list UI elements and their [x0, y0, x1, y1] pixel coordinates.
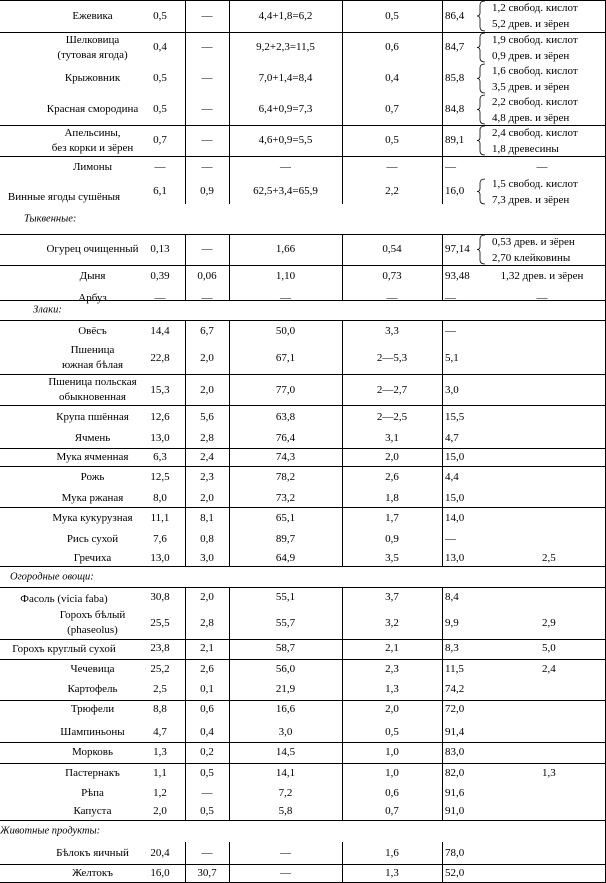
- carbs-value: 4,4+1,8=6,2: [258, 9, 313, 22]
- table-row: [0, 63, 606, 94]
- table-row: [0, 342, 606, 374]
- salts-value: 2,1: [385, 641, 399, 654]
- fat-value: —: [201, 41, 213, 53]
- brace-icon: [476, 125, 486, 156]
- carbs-value: 4,6+0,9=5,5: [258, 134, 313, 146]
- brace-icon: [476, 94, 486, 125]
- food-name-line: Морковь: [71, 746, 113, 758]
- carbs-value: 73,2: [275, 491, 296, 504]
- protein-value: —: [154, 291, 166, 304]
- protein-value: 8,0: [153, 491, 167, 504]
- note-line: 1,5 свобод. кислот: [492, 177, 578, 190]
- water-value: 13,0: [445, 551, 465, 564]
- table-row: [0, 700, 606, 718]
- salts-value: 2,0: [385, 450, 399, 463]
- water-value: 5,1: [445, 351, 459, 364]
- salts-value: 0,5: [385, 9, 399, 22]
- table-row: [0, 32, 606, 63]
- other-value: 1,32 древ. и зёрен: [500, 270, 584, 282]
- section-vegetables: [0, 567, 606, 587]
- food-name-line: Рѣпа: [81, 786, 104, 799]
- table-row: [0, 448, 606, 466]
- section-animal: [0, 820, 606, 842]
- water-value: 86,4: [445, 9, 465, 22]
- food-name-line: (phaseolus): [67, 624, 118, 636]
- carbs-value: 6,4+0,9=7,3: [258, 103, 313, 115]
- protein-value: 23,8: [150, 641, 170, 654]
- salts-value: —: [386, 291, 398, 304]
- salts-value: 3,7: [385, 590, 399, 603]
- note-line: 7,3 древ. и зёрен: [492, 193, 570, 206]
- water-value: 74,2: [445, 682, 465, 695]
- table-row: [0, 587, 606, 607]
- salts-value: 2—2,5: [376, 410, 408, 423]
- salts-value: —: [386, 160, 398, 173]
- water-value: —: [445, 324, 456, 337]
- protein-value: 16,0: [150, 867, 170, 879]
- fat-value: 2,0: [200, 351, 214, 364]
- carbs-value: 67,1: [275, 351, 296, 364]
- table-row: [0, 742, 606, 763]
- food-name-line: Горохъ круглый сухой: [12, 643, 116, 655]
- protein-value: 1,3: [153, 746, 167, 758]
- extra-value: 1,3: [542, 766, 556, 779]
- carbs-value: 1,66: [275, 243, 296, 255]
- fat-value: 2,1: [200, 641, 214, 654]
- carbs-value: 7,0+1,4=8,4: [258, 72, 313, 84]
- water-value: 8,3: [445, 641, 459, 654]
- fat-value: 2,4: [200, 450, 214, 463]
- salts-value: 1,0: [385, 746, 399, 758]
- fat-value: 6,7: [200, 324, 214, 337]
- carbs-value: 56,0: [275, 662, 296, 675]
- food-name-line: без корки и зёрен: [51, 141, 134, 154]
- note-line: 4,8 древ. и зёрен: [492, 111, 570, 124]
- note-line: 1,8 древесины: [492, 142, 559, 155]
- salts-value: 1,8: [385, 491, 399, 504]
- note-line: 0,9 древ. и зёрен: [492, 49, 570, 62]
- table-row: [0, 659, 606, 679]
- water-value: 72,0: [445, 702, 465, 715]
- protein-value: 8,8: [153, 702, 167, 715]
- brace-icon: [476, 178, 486, 205]
- food-name-line: Лимоны: [72, 160, 113, 173]
- water-value: 4,7: [445, 431, 459, 444]
- food-name-line: Бѣлокъ яичный: [56, 846, 129, 859]
- carbs-value: 55,7: [275, 616, 296, 629]
- salts-value: 2,2: [385, 185, 399, 197]
- protein-value: 6,1: [153, 185, 167, 197]
- food-name-line: Арбуз: [78, 291, 107, 304]
- extra-value: 2,4: [542, 662, 556, 675]
- food-name: [0, 639, 144, 657]
- note-line: 2,2 свобод. кислот: [492, 95, 578, 108]
- salts-value: 3,3: [385, 324, 399, 337]
- water-value: 3,0: [445, 383, 459, 396]
- carbs-value: 55,1: [275, 590, 296, 603]
- table-row: [0, 529, 606, 549]
- food-name-line: Дыня: [79, 270, 106, 282]
- food-name-line: Овёсъ: [78, 324, 107, 337]
- protein-value: 13,0: [150, 551, 170, 564]
- food-name-line: Апельсины,: [64, 126, 121, 139]
- water-value: 52,0: [445, 867, 465, 879]
- extra-value: 5,0: [542, 641, 556, 654]
- protein-value: 11,1: [150, 511, 170, 524]
- water-value: 15,5: [445, 410, 465, 423]
- food-name-line: Гречиха: [73, 551, 112, 564]
- carbs-value: 21,9: [275, 682, 296, 695]
- fat-value: —: [201, 160, 213, 173]
- food-name-line: Рожь: [80, 471, 105, 483]
- fat-value: 2,0: [200, 383, 214, 396]
- salts-value: 1,0: [385, 766, 399, 779]
- fat-value: 30,7: [197, 867, 217, 879]
- food-name-line: Рись сухой: [66, 532, 119, 545]
- water-value: —: [445, 160, 456, 173]
- section-label: Злаки:: [33, 304, 62, 316]
- fat-value: —: [201, 134, 213, 146]
- salts-value: 3,1: [385, 431, 399, 444]
- fat-value: 5,6: [200, 410, 214, 423]
- other-value: —: [536, 291, 548, 304]
- carbs-value: —: [280, 846, 291, 859]
- note-line: 3,5 древ. и зёрен: [492, 80, 570, 93]
- carbs-value: 89,7: [275, 532, 296, 545]
- water-value: 15,0: [445, 450, 465, 463]
- salts-value: 2,3: [385, 662, 399, 675]
- fat-value: —: [201, 846, 213, 859]
- salts-value: 0,9: [385, 532, 399, 545]
- food-name-line: Мука кукурузная: [52, 511, 133, 524]
- protein-value: 20,4: [150, 846, 170, 859]
- food-name-line: Крупа пшённая: [56, 410, 129, 423]
- water-value: 15,0: [445, 491, 465, 504]
- water-value: 9,9: [445, 616, 459, 629]
- table-row: [0, 803, 606, 820]
- salts-value: 3,5: [385, 551, 399, 564]
- carbs-value: 63,8: [275, 410, 296, 423]
- water-value: —: [445, 291, 456, 304]
- brace-icon: [476, 63, 486, 94]
- protein-value: 30,8: [150, 590, 170, 603]
- food-name-line: Желтокъ: [72, 867, 113, 879]
- table-row: [0, 607, 606, 639]
- salts-value: 1,6: [385, 846, 399, 859]
- salts-value: 0,7: [385, 103, 399, 115]
- table-row: [0, 94, 606, 125]
- brace-icon: [476, 234, 486, 265]
- food-name: [0, 178, 144, 205]
- water-value: 91,0: [445, 805, 465, 817]
- water-value: 11,5: [445, 662, 464, 675]
- protein-value: 15,3: [150, 383, 170, 396]
- food-name-line: Ежевика: [72, 9, 113, 22]
- carbs-value: —: [280, 160, 291, 173]
- note-line: 0,53 древ. и зёрен: [492, 235, 575, 248]
- extra-value: 2,9: [542, 616, 556, 629]
- carbs-value: 50,0: [275, 324, 296, 337]
- food-name-line: Винные ягоды сушёныя: [7, 191, 121, 203]
- salts-value: 2,6: [385, 471, 399, 483]
- section-label: Животные продукты:: [0, 825, 101, 837]
- fat-value: 2,0: [200, 491, 214, 504]
- protein-value: 0,5: [153, 72, 167, 84]
- salts-value: 2,0: [385, 702, 399, 715]
- salts-value: 1,3: [385, 867, 399, 879]
- salts-value: 2—5,3: [376, 351, 408, 364]
- carbs-value: 58,7: [275, 641, 296, 654]
- table-row: [0, 428, 606, 448]
- fat-value: 0,5: [200, 805, 214, 817]
- food-name-line: Мука ржаная: [61, 491, 124, 504]
- food-name-line: южная бѣлая: [61, 359, 124, 371]
- water-value: 14,0: [445, 511, 465, 524]
- protein-value: 12,6: [150, 410, 170, 423]
- note-line: 1,6 свобод. кислот: [492, 64, 578, 77]
- salts-value: 1,3: [385, 682, 399, 695]
- salts-value: 0,4: [385, 72, 399, 84]
- protein-value: 0,5: [153, 103, 167, 115]
- protein-value: 6,3: [153, 450, 167, 463]
- section-gourds: [0, 204, 606, 234]
- table-row: [0, 549, 606, 567]
- brace-icon: [476, 32, 486, 63]
- water-value: 82,0: [445, 766, 465, 779]
- carbs-value: —: [280, 867, 291, 879]
- salts-value: 0,6: [385, 41, 399, 53]
- food-name: [0, 587, 144, 607]
- protein-value: 4,7: [153, 725, 167, 738]
- fat-value: —: [201, 786, 213, 799]
- salts-value: 0,54: [382, 243, 402, 255]
- food-name-line: Картофель: [67, 682, 118, 695]
- protein-value: —: [154, 160, 166, 173]
- protein-value: 0,4: [153, 41, 167, 53]
- food-name-line: Трюфели: [70, 702, 115, 715]
- table-row: [0, 125, 606, 156]
- carbs-value: 5,8: [278, 805, 293, 817]
- food-name-line: Пшеница: [70, 344, 115, 356]
- table-row: [0, 842, 606, 864]
- protein-value: 2,0: [153, 805, 167, 817]
- carbs-value: 64,9: [275, 551, 296, 564]
- table-row: [0, 406, 606, 428]
- fat-value: 0,06: [197, 270, 217, 282]
- salts-value: 0,5: [385, 134, 399, 146]
- protein-value: 25,2: [150, 662, 170, 675]
- fat-value: 0,6: [200, 702, 214, 715]
- food-name-line: Капуста: [73, 805, 112, 817]
- fat-value: 2,8: [200, 431, 214, 444]
- water-value: 89,1: [445, 134, 465, 146]
- table-row: [0, 722, 606, 742]
- carbs-value: 14,5: [275, 746, 296, 758]
- food-name-line: Шелковица: [65, 33, 120, 46]
- carbs-value: 1,10: [275, 270, 296, 282]
- fat-value: 0,8: [200, 532, 214, 545]
- salts-value: 3,2: [385, 616, 399, 629]
- table-row: [0, 466, 606, 489]
- water-value: 83,0: [445, 746, 465, 758]
- protein-value: 22,8: [150, 351, 170, 364]
- table-row: [0, 489, 606, 507]
- protein-value: 0,7: [153, 134, 167, 146]
- fat-value: 0,5: [200, 766, 214, 779]
- other-value: —: [536, 160, 548, 173]
- water-value: 16,0: [445, 185, 465, 197]
- fat-value: 0,1: [200, 682, 214, 695]
- carbs-value: 78,2: [275, 471, 296, 483]
- table-row: [0, 374, 606, 406]
- salts-value: 1,7: [385, 511, 399, 524]
- protein-value: 0,13: [150, 243, 170, 255]
- food-name-line: Ячмень: [74, 431, 111, 444]
- section-label: Тыквенные:: [24, 213, 77, 225]
- carbs-value: 76,4: [275, 431, 296, 444]
- water-value: 85,8: [445, 72, 465, 84]
- salts-value: 0,73: [382, 270, 402, 282]
- carbs-value: 65,1: [275, 511, 296, 524]
- carbs-value: 9,2+2,3=11,5: [256, 41, 315, 53]
- water-value: 97,14: [445, 243, 470, 255]
- food-name-line: Фасоль (vicia faba): [20, 593, 108, 605]
- protein-value: 2,5: [153, 682, 167, 695]
- row-divider: [0, 820, 606, 821]
- salts-value: 0,7: [385, 805, 399, 817]
- food-name-line: обыкновенная: [59, 391, 126, 403]
- salts-value: 0,6: [385, 786, 399, 799]
- food-name-line: Шампиньоны: [60, 725, 125, 738]
- food-name-line: Чечевица: [70, 662, 115, 675]
- fat-value: 0,2: [200, 746, 214, 758]
- food-name-line: Горохъ бѣлый: [59, 609, 126, 621]
- table-row: [0, 763, 606, 783]
- water-value: 93,48: [445, 270, 470, 282]
- water-value: 84,8: [445, 103, 465, 115]
- table-row: [0, 178, 606, 205]
- carbs-value: 62,5+3,4=65,9: [253, 185, 318, 197]
- food-name-line: Огурец очищенный: [46, 243, 139, 255]
- salts-value: 2—2,7: [376, 383, 408, 396]
- food-name-line: Пшеница польская: [48, 376, 137, 388]
- note-line: 2,4 свобод. кислот: [492, 126, 578, 139]
- extra-value: 2,5: [542, 551, 556, 564]
- table-row: [0, 265, 606, 288]
- note-line: 1,2 свобод. кислот: [492, 2, 578, 14]
- note-line: 5,2 древ. и зёрен: [492, 18, 570, 30]
- section-label: Огородные овощи:: [10, 571, 94, 583]
- water-value: 78,0: [445, 846, 465, 859]
- protein-value: 1,1: [153, 766, 167, 779]
- fat-value: 8,1: [200, 511, 214, 524]
- salts-value: 0,5: [385, 725, 399, 738]
- fat-value: 2,3: [200, 471, 214, 483]
- fat-value: 2,0: [200, 590, 214, 603]
- fat-value: 0,9: [200, 185, 214, 197]
- table-row: [0, 0, 606, 32]
- protein-value: 25,5: [150, 616, 170, 629]
- table-row: [0, 783, 606, 803]
- protein-value: 0,39: [150, 270, 170, 282]
- food-name-line: (тутовая ягода): [57, 48, 128, 61]
- carbs-value: 3,0: [278, 725, 293, 738]
- protein-value: 0,5: [153, 9, 167, 22]
- water-value: 91,4: [445, 725, 465, 738]
- table-row: [0, 639, 606, 657]
- fat-value: —: [201, 9, 213, 22]
- protein-value: 1,2: [153, 786, 167, 799]
- fat-value: 2,8: [200, 616, 214, 629]
- carbs-value: 16,6: [275, 702, 296, 715]
- fat-value: 3,0: [200, 551, 214, 564]
- water-value: 4,4: [445, 471, 459, 483]
- protein-value: 7,6: [153, 532, 167, 545]
- protein-value: 13,0: [150, 431, 170, 444]
- carbs-value: 7,2: [278, 786, 293, 799]
- table-row: [0, 507, 606, 529]
- carbs-value: 77,0: [275, 383, 296, 396]
- table-row: [0, 679, 606, 699]
- water-value: 84,7: [445, 41, 465, 53]
- protein-value: 14,4: [150, 324, 170, 337]
- carbs-value: 74,3: [275, 450, 296, 463]
- table-row: [0, 234, 606, 265]
- food-name-line: Мука ячменная: [56, 450, 129, 463]
- note-line: 2,70 клейковины: [492, 251, 571, 264]
- table-row: [0, 864, 606, 883]
- food-name-line: Пастернакъ: [65, 766, 120, 779]
- food-name-line: Крыжовник: [64, 72, 121, 84]
- fat-value: —: [201, 103, 213, 115]
- water-value: 91,6: [445, 786, 465, 799]
- table-row: [0, 320, 606, 342]
- water-value: 8,4: [445, 590, 459, 603]
- fat-value: —: [201, 243, 213, 255]
- fat-value: —: [201, 72, 213, 84]
- food-name-line: Красная смородина: [46, 103, 139, 115]
- table-row: [0, 288, 606, 308]
- carbs-value: 14,1: [275, 766, 296, 779]
- carbs-value: —: [280, 291, 291, 304]
- protein-value: 12,5: [150, 471, 170, 483]
- water-value: —: [445, 532, 456, 545]
- note-line: 1,9 свобод. кислот: [492, 33, 578, 46]
- fat-value: —: [201, 291, 213, 304]
- fat-value: 0,4: [200, 725, 214, 738]
- brace-icon: [476, 0, 486, 32]
- fat-value: 2,6: [200, 662, 214, 675]
